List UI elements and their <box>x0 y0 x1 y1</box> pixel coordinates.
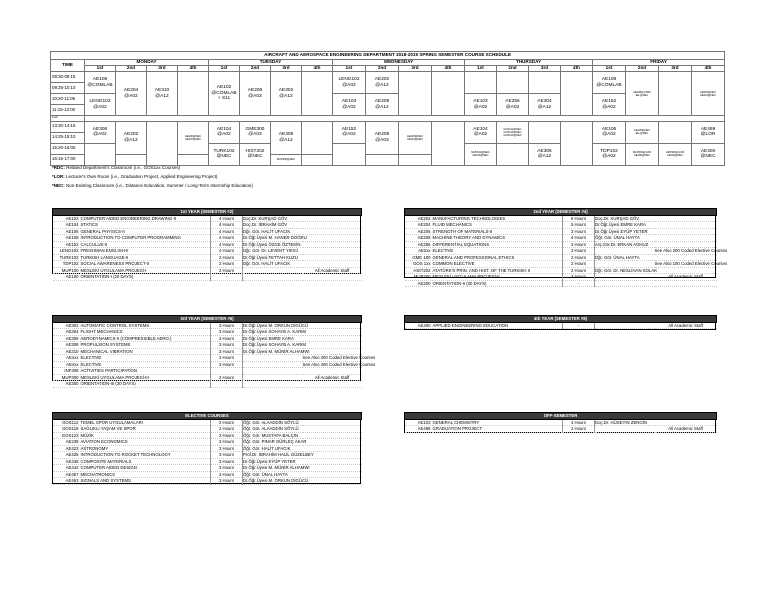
course-instructor: Dğr. Gör. Dr. NESLİHAN SOLAK <box>595 267 658 273</box>
elective-course-list <box>52 412 362 485</box>
course-code: AE306 <box>53 335 81 342</box>
course-remark: See Also 100 Coded Elective Courses <box>654 261 728 266</box>
course-name: ELECTIVE <box>433 248 563 255</box>
schedule-cell: GOS112@NEC GOS116@NEC GOS123@NEC <box>497 121 529 143</box>
course-name: MECHATRONICS <box>81 471 211 478</box>
course-hours: 2 Hours <box>211 254 243 261</box>
course-code: GOS123 <box>53 432 81 439</box>
course-name: AUTOMATIC CONTROL SYSTEMS <box>81 322 211 329</box>
schedule-cell: AE108 @COMLAB <box>85 72 116 94</box>
course-hours: 2 Hours <box>563 261 595 268</box>
time-slot: 08:30-09:15 <box>51 72 85 83</box>
course-instructor <box>595 322 655 329</box>
course-code: AE103 <box>405 419 433 426</box>
schedule-cell: AE499 @LOR <box>692 121 725 143</box>
course-instructor: Dr.Öğr.Üyesi EMRE KARA <box>595 222 655 229</box>
time-slot: 14:25-15:10 <box>51 132 85 143</box>
course-code: AE202 <box>405 215 433 222</box>
course-hours: 4 Hours <box>211 241 243 248</box>
course-hours: 3 Hours <box>211 458 243 465</box>
course-code: AE102 <box>53 215 81 222</box>
course-hours: 5 Hours <box>563 215 595 222</box>
course-remark: All Academic Staff <box>303 267 362 274</box>
schedule-cell: AE256 @A03 <box>497 94 529 116</box>
course-instructor: Dr.Öğr.Üyesi SOHAYB A. KARIM <box>243 342 306 347</box>
course-code: AE200 <box>405 280 433 287</box>
day-wednesday: WEDNESDAY <box>333 60 465 66</box>
course-instructor: Dr.Öğr.Üyesi ÖZGE ÖZTEKİN <box>243 241 301 247</box>
course-name: TURKISH LANGUAGE-II <box>81 254 211 261</box>
time-slot: 15:20-16:05 <box>51 143 85 154</box>
course-instructor: Öğr. Gör. HALİT UFACIK <box>243 445 303 452</box>
course-name: STATICS <box>81 222 211 229</box>
course-hours: 2 Hours <box>211 267 243 274</box>
course-instructor: Dr.Öğr.Üyesi M. ORKUN DİGÜCÜ <box>243 478 309 483</box>
course-name: CALCULUS-II <box>81 241 211 248</box>
course-hours: 3 Hours <box>211 439 243 446</box>
course-hours: 2 Hours <box>211 426 243 433</box>
course-code: AE302 <box>53 322 81 329</box>
course-name: MÜZİK <box>81 432 211 439</box>
course-hours: 3 Hours <box>211 445 243 452</box>
course-name: STRENGTH OF MATERIALS-II <box>433 228 563 235</box>
course-instructor: Doç.Dr. KURŞAD GÖV <box>595 215 655 222</box>
course-instructor: Öğr. Gör. PINAR GÜRLEÇ AKAR <box>243 439 307 444</box>
schedule-cell: AE208 @A03 <box>366 121 399 154</box>
schedule-cell: AE102 @COMLAB + S11 <box>209 72 240 116</box>
time-slot: 10:20-11:05 <box>51 94 85 105</box>
course-name: TEMEL SPOR UYGULAMALARI <box>81 419 211 426</box>
course-hours: 3 Hours <box>563 228 595 235</box>
year-header: 2nd <box>116 66 147 72</box>
schedule-cell: AE206 @A03 <box>240 72 271 116</box>
course-hours: 3 Hours <box>211 355 243 362</box>
course-instructor: Doç.Dr. İBRAHİM GÖV <box>243 222 303 229</box>
course-hours: - <box>211 274 243 281</box>
course-hours: 3 Hours <box>211 361 243 368</box>
course-name: FLUID MECHANICS <box>433 222 563 229</box>
off-semester-course-list <box>404 412 717 433</box>
schedule-cell: AE202 @A12 <box>116 121 147 154</box>
course-code: INF308 <box>53 368 81 375</box>
course-code: AE304 <box>53 329 81 336</box>
schedule-cell: AE104 @A02 <box>209 121 240 143</box>
course-code: TURK102 <box>53 254 81 261</box>
course-name: AERODYNAMICS-II (COMPRESSIBLE AERO.) <box>81 335 211 342</box>
year-header: 4th <box>432 66 465 72</box>
year-header: 3rd <box>399 66 432 72</box>
course-instructor: Dr.Öğr.Üyesi EMRE KARA <box>243 335 303 342</box>
course-code: AE308 <box>53 342 81 349</box>
schedule-cell: AE436@NEC AE461@NEC <box>399 121 432 154</box>
course-name: GENERAL AND PROFESSIONAL ETHICS <box>433 254 563 261</box>
course-remark <box>303 478 362 485</box>
course-code: AE238 <box>53 439 81 446</box>
year-header: 1st <box>465 66 497 72</box>
course-name: PROPULSION SYSTEMS <box>81 342 211 349</box>
course-code: AE100 <box>53 274 81 281</box>
course-name: ELECTIVE <box>81 361 211 368</box>
lunch-label: lunch <box>51 116 85 122</box>
course-code: HIST202 <box>405 267 433 274</box>
schedule-cell: AE103 @A02 <box>333 94 366 116</box>
course-remark: All Academic Staff <box>303 374 362 381</box>
course-hours: 3 Hours <box>211 452 243 459</box>
course-remark <box>303 381 362 388</box>
course-hours: 2 Hours <box>211 261 243 268</box>
schedule-cell: AE208 @A12 <box>366 94 399 116</box>
course-instructor: Doç.Dr. HÜSEYİN ZENGİN <box>595 419 655 426</box>
course-instructor: Dr.Öğr.Üyesi M. HANER DOĞRU <box>243 235 307 240</box>
year-header: 2nd <box>366 66 399 72</box>
year3-course-list <box>52 315 376 388</box>
schedule-cell: GME300 @A03 <box>240 121 271 143</box>
course-name: MESLEKİ UYGULAMA PROJESİ-II <box>433 274 563 281</box>
course-code: AE208 <box>405 235 433 242</box>
course-row <box>53 478 362 485</box>
schedule-cell: LENG102 @A02 <box>85 94 116 116</box>
course-name: GENERAL CHEMISTRY <box>433 419 563 426</box>
schedule-cell: TURK102 @NEC <box>209 143 240 165</box>
course-name: COMPUTER AIDED DESIGN <box>81 465 211 472</box>
course-hours: 3 Hours <box>211 329 243 336</box>
course-instructor: Dğr. Gör. ÜNAL HAYTA <box>595 254 655 261</box>
schedule-cell: MUP400@LOR AE400@NEC <box>626 143 659 165</box>
course-row <box>405 322 717 329</box>
course-hours: 2 Hours <box>563 254 595 261</box>
course-instructor: Dr.Öğr.Üyesi SOHAYB A. KARIM <box>243 329 306 334</box>
course-hours: - <box>563 322 595 329</box>
course-code: MUP200 <box>405 274 433 281</box>
course-hours: 4 Hours <box>211 215 243 222</box>
schedule-cell: AE308 @A12 <box>271 121 302 154</box>
course-code: AE108 <box>53 235 81 242</box>
schedule-cell: AE306 @A02 <box>85 121 116 143</box>
course-instructor: Dğr. Gör. HALİT UFACIK <box>243 228 303 235</box>
schedule-cell: AE408@LOBS EH-@NEC <box>626 72 659 116</box>
year-header: 4th <box>178 66 209 72</box>
course-instructor <box>595 280 655 287</box>
course-name: INTRODUCTION TO COMPUTER PROGRAMMING <box>81 235 211 242</box>
note-lor: *LOR: Lecturer's Own Room (i.e., Graduation Project, Applied Engineering Project) <box>52 174 218 179</box>
year-header: 2nd <box>240 66 271 72</box>
schedule-cell: LENG102 @A02 <box>333 72 366 94</box>
course-code: AE204 <box>405 222 433 229</box>
time-slot: 13:30-14:15 <box>51 121 85 132</box>
course-code: LENG102 <box>53 248 81 255</box>
course-instructor: Öğr. Gör. ÜNAL HAYTA <box>595 235 655 242</box>
course-hours: 3 Hours <box>211 471 243 478</box>
course-hours: 4 Hours <box>563 419 595 426</box>
course-hours: 3 Hours <box>211 322 243 329</box>
course-name: GENERAL PHYSICS-II <box>81 228 211 235</box>
block-title: 3rd YEAR (SEMESTER #6) <box>53 316 362 323</box>
course-instructor: Dr.Öğr.Üyesi FETTAH KUZU <box>243 254 303 261</box>
course-instructor: Dğr. Gör. HALİT UFACIK <box>243 261 303 268</box>
course-row <box>53 274 362 281</box>
course-schedule-table <box>50 51 725 166</box>
schedule-cell: AE420@NEC AE444@NEC <box>692 72 725 116</box>
course-instructor: Öğr. Gör. ALAADDİN SÖYLÜ <box>243 419 303 426</box>
course-code: AE206 <box>405 228 433 235</box>
schedule-cell: AE406@NEC EH-@NEC <box>626 121 659 143</box>
course-instructor <box>595 426 655 433</box>
block-title: OFF-SEMESTER <box>405 413 717 420</box>
course-code: AE152 <box>53 241 81 248</box>
course-code: MUP100 <box>53 267 81 274</box>
year-header: 4th <box>302 66 333 72</box>
course-instructor <box>243 274 303 281</box>
course-code: GME 100 <box>405 254 433 261</box>
course-name: AVIATION ECONOMICS <box>81 439 211 446</box>
course-name: MESLEKİ UYGULAMA PROJESİ-I <box>81 267 211 274</box>
year-header: 1st <box>209 66 240 72</box>
course-hours: 4 Hours <box>211 248 243 255</box>
course-instructor: Dr.Öğr.Üyesi M. MÜNİR ALHAMWI <box>243 348 310 354</box>
year-header: 1st <box>85 66 116 72</box>
schedule-cell: MUP100@NEC AE100@NEC <box>465 143 497 165</box>
course-instructor: Dr.Öğr.Üyesi M. MÜNİR ALHAMWI <box>243 465 310 470</box>
course-row <box>405 280 717 287</box>
course-instructor: Dr.Öğr.Üyesi EYÜP YETER <box>243 458 303 465</box>
course-code: MUP300 <box>53 374 81 381</box>
course-hours: 2 Hours <box>211 432 243 439</box>
note-rdc: *RDC: Related Department's Classroom (i.e., GOS1xx Courses) <box>52 165 181 170</box>
course-remark: See Also 200 Coded Elective Courses <box>654 248 728 253</box>
course-hours: 4 Hours <box>211 228 243 235</box>
course-hours: 4 Hours <box>211 235 243 242</box>
schedule-cell: GMP300@LOR AE300@NEC <box>659 143 692 165</box>
note-nec: *NEC: Non-Existing Classroom (i.e., Distance Education, Summer / Long-Term Internship Education) <box>52 183 253 188</box>
year-header: 3rd <box>659 66 692 72</box>
course-instructor: Arş.Gör.Dr. ERKAN AGHUZ <box>595 241 655 248</box>
course-hours: 3 Hours <box>211 348 243 355</box>
course-name: COMMON ELECTIVE <box>433 261 563 268</box>
course-hours: - <box>211 381 243 388</box>
course-remark: All Academic Staff <box>655 274 717 281</box>
course-code: AE457 <box>53 471 81 478</box>
time-header: TIME <box>51 60 85 72</box>
course-row <box>405 426 717 433</box>
course-remark: See Also 400 Coded Elective Courses <box>302 355 376 360</box>
course-hours: 3 Hours <box>211 465 243 472</box>
year-header: 4th <box>692 66 725 72</box>
year-header: 3rd <box>147 66 178 72</box>
course-code: AE310 <box>53 348 81 355</box>
course-code: AE4xx <box>53 361 81 368</box>
day-friday: FRIDAY <box>593 60 725 66</box>
course-name: MACHINE THEORY AND DYNAMICS <box>433 235 563 242</box>
schedule-cell: AE400@NEC AE407@NEC <box>178 121 209 154</box>
course-name: INTRODUCTION TO ROCKET TECHNOLOGY <box>81 452 211 459</box>
course-name: ORIENTATION-II (30 DAYS) <box>433 280 563 287</box>
course-hours: 3 Hours <box>563 248 595 255</box>
course-hours: 3 Hours <box>211 335 243 342</box>
course-name: ELECTIVE <box>81 355 211 362</box>
schedule-title: AIRCRAFT AND AEROSPACE ENGINEERING DEPARTMENT 2018-2019 SPRING SEMESTER COURSE SCHEDULE <box>51 52 725 60</box>
course-code: AE300 <box>53 381 81 388</box>
course-name: FLIGHT MECHANICS <box>81 329 211 336</box>
course-name: ACTIVITIES PARTICIPATION <box>81 368 211 375</box>
course-name: ASTRONOMY <box>81 445 211 452</box>
course-name: APPLIED ENGINEERING EDUCATION <box>433 322 563 329</box>
course-code: GOS118 <box>53 426 81 433</box>
course-name: ATATÜRK'S PRIN. AND HIST. OF THE TURKISH II <box>433 267 563 274</box>
schedule-cell: TDP102 @A02 <box>593 143 626 165</box>
course-code: AE463 <box>53 478 81 485</box>
course-name: FRESHMAN ENGLISH-II <box>81 248 211 255</box>
course-name: MESLEKİ UYGULAMA PROJESİ-III <box>81 374 211 381</box>
year-header: 2nd <box>626 66 659 72</box>
course-name: SOCIAL AWARENESS PROJECT-II <box>81 261 211 268</box>
schedule-cell: MUP300@NEC <box>271 154 302 165</box>
course-name: COMPOSITE MATERIALS <box>81 458 211 465</box>
year-header: 3rd <box>529 66 561 72</box>
course-hours: 2 Hours <box>211 419 243 426</box>
course-hours: 3 Hours <box>211 342 243 349</box>
course-instructor: Prof.Dr. İBRAHİM HALİL GÜZELBEY <box>243 452 314 457</box>
course-remark <box>655 280 717 287</box>
schedule-cell: AE400 @NEC <box>692 143 725 165</box>
schedule-cell: AE152 @A02 <box>593 94 626 116</box>
course-code: AE106 <box>53 228 81 235</box>
block-title: 1st YEAR (SEMESTER #2) <box>53 209 362 216</box>
course-remark: All Academic Staff <box>655 426 717 433</box>
schedule-cell: AE106 @A02 <box>593 121 626 143</box>
schedule-cell: AE204 @A02 <box>116 72 147 116</box>
year1-course-list <box>52 208 362 281</box>
course-instructor: Öğr. Gör. MUSTAFA BALÇIN <box>243 432 303 439</box>
course-instructor: Öğr. Gör. ÜNAL HAYTA <box>243 471 303 478</box>
course-name: SIGNALS AND SYSTEMS <box>81 478 211 485</box>
course-instructor: Dr.Öğr.Üyesi M. ORKUN DİGÜCÜ <box>243 322 309 328</box>
day-tuesday: TUESDAY <box>209 60 333 66</box>
course-row <box>53 381 362 388</box>
course-name: DIFFERENTIAL EQUATIONS <box>433 241 563 248</box>
year-header: 2nd <box>497 66 529 72</box>
course-name: MANUFACTURING TECHNOLOGIES <box>433 215 563 222</box>
block-title: 2nd YEAR (SEMESTER #4) <box>405 209 717 216</box>
course-code: AE442 <box>53 465 81 472</box>
course-hours: 2 Hours <box>563 426 595 433</box>
schedule-cell: HIST202 @NEC <box>240 143 271 165</box>
course-hours: 2 Hours <box>563 274 595 281</box>
block-title: 4th YEAR (SEMESTER #8) <box>405 316 717 323</box>
course-instructor: Öğr. Gör. ALAADDİN SÖYLÜ <box>243 426 303 433</box>
course-code: AE4xx <box>53 355 81 362</box>
course-name: SAĞLIKLI YAŞAM VE SPOR <box>81 426 211 433</box>
time-slot: 09:25-10:10 <box>51 83 85 94</box>
day-thursday: THURSDAY <box>465 60 593 66</box>
course-hours: 3 Hours <box>211 478 243 485</box>
schedule-cell: AE104 @A02 <box>465 121 497 143</box>
schedule-cell: AE310 @A12 <box>147 72 178 116</box>
course-hours: 2 Hours <box>563 267 595 274</box>
course-hours: 2 Hours <box>211 374 243 381</box>
course-code: AE2xx <box>405 248 433 255</box>
course-code: AE498 <box>405 426 433 433</box>
time-slot: 16:15-17:00 <box>51 154 85 165</box>
course-hours: - <box>563 280 595 287</box>
course-name: GRADUATION PROJECT <box>433 426 563 433</box>
course-name: ORIENTATION-I (20 DAYS) <box>81 274 211 281</box>
time-slot: 11:15-12:00 <box>51 105 85 116</box>
year4-course-list <box>404 315 717 329</box>
course-hours: 5 Hours <box>563 222 595 229</box>
course-name: COMPUTER AIDED ENGINEERING DRAWING-II <box>81 215 211 222</box>
course-code: AE256 <box>405 241 433 248</box>
course-instructor <box>243 381 303 388</box>
course-code: AE423 <box>53 445 81 452</box>
course-code: AE436 <box>53 458 81 465</box>
schedule-cell: AE202 @A12 <box>366 72 399 94</box>
year-header: 3rd <box>271 66 302 72</box>
schedule-cell: AE103 @A02 <box>465 94 497 116</box>
day-monday: MONDAY <box>85 60 209 66</box>
schedule-cell: AE304 @A12 <box>529 94 561 116</box>
course-code: AE425 <box>53 452 81 459</box>
course-name: ORIENTATION-III (30 DAYS) <box>81 381 211 388</box>
course-remark: All Academic Staff <box>655 322 717 329</box>
course-code: GOS 1xx <box>405 261 433 268</box>
course-name: MECHANICAL VIBRATION <box>81 348 211 355</box>
schedule-cell: AE302 @A12 <box>271 72 302 116</box>
block-title: ELECTIVE COURSES <box>53 413 362 420</box>
course-remark: See Also 400 Coded Elective Courses <box>302 361 376 367</box>
course-hours: 3 Hours <box>563 241 595 248</box>
course-remark <box>303 274 362 281</box>
course-hours: 4 Hours <box>563 235 595 242</box>
schedule-cell: AE306 @A12 <box>529 143 561 165</box>
course-hours: 4 Hours <box>211 222 243 229</box>
year-header: 4th <box>561 66 593 72</box>
course-instructor: Dğr. Gör. Dr. LEVENT YIKICI <box>243 248 303 255</box>
year-header: 1st <box>593 66 626 72</box>
schedule-cell: AE152 @A02 <box>333 121 366 143</box>
year-header: 1st <box>333 66 366 72</box>
course-instructor: Doç.Dr. KURŞAD GÖV <box>243 215 303 222</box>
course-code: GOS112 <box>53 419 81 426</box>
course-instructor: Dr.Öğr.Üyesi EYÜP YETER <box>595 228 655 235</box>
course-code: AE400 <box>405 322 433 329</box>
schedule-cell: AE108 @COMLAB <box>593 72 626 94</box>
year2-course-list <box>404 208 728 287</box>
course-code: AE104 <box>53 222 81 229</box>
course-code: TDP102 <box>53 261 81 268</box>
